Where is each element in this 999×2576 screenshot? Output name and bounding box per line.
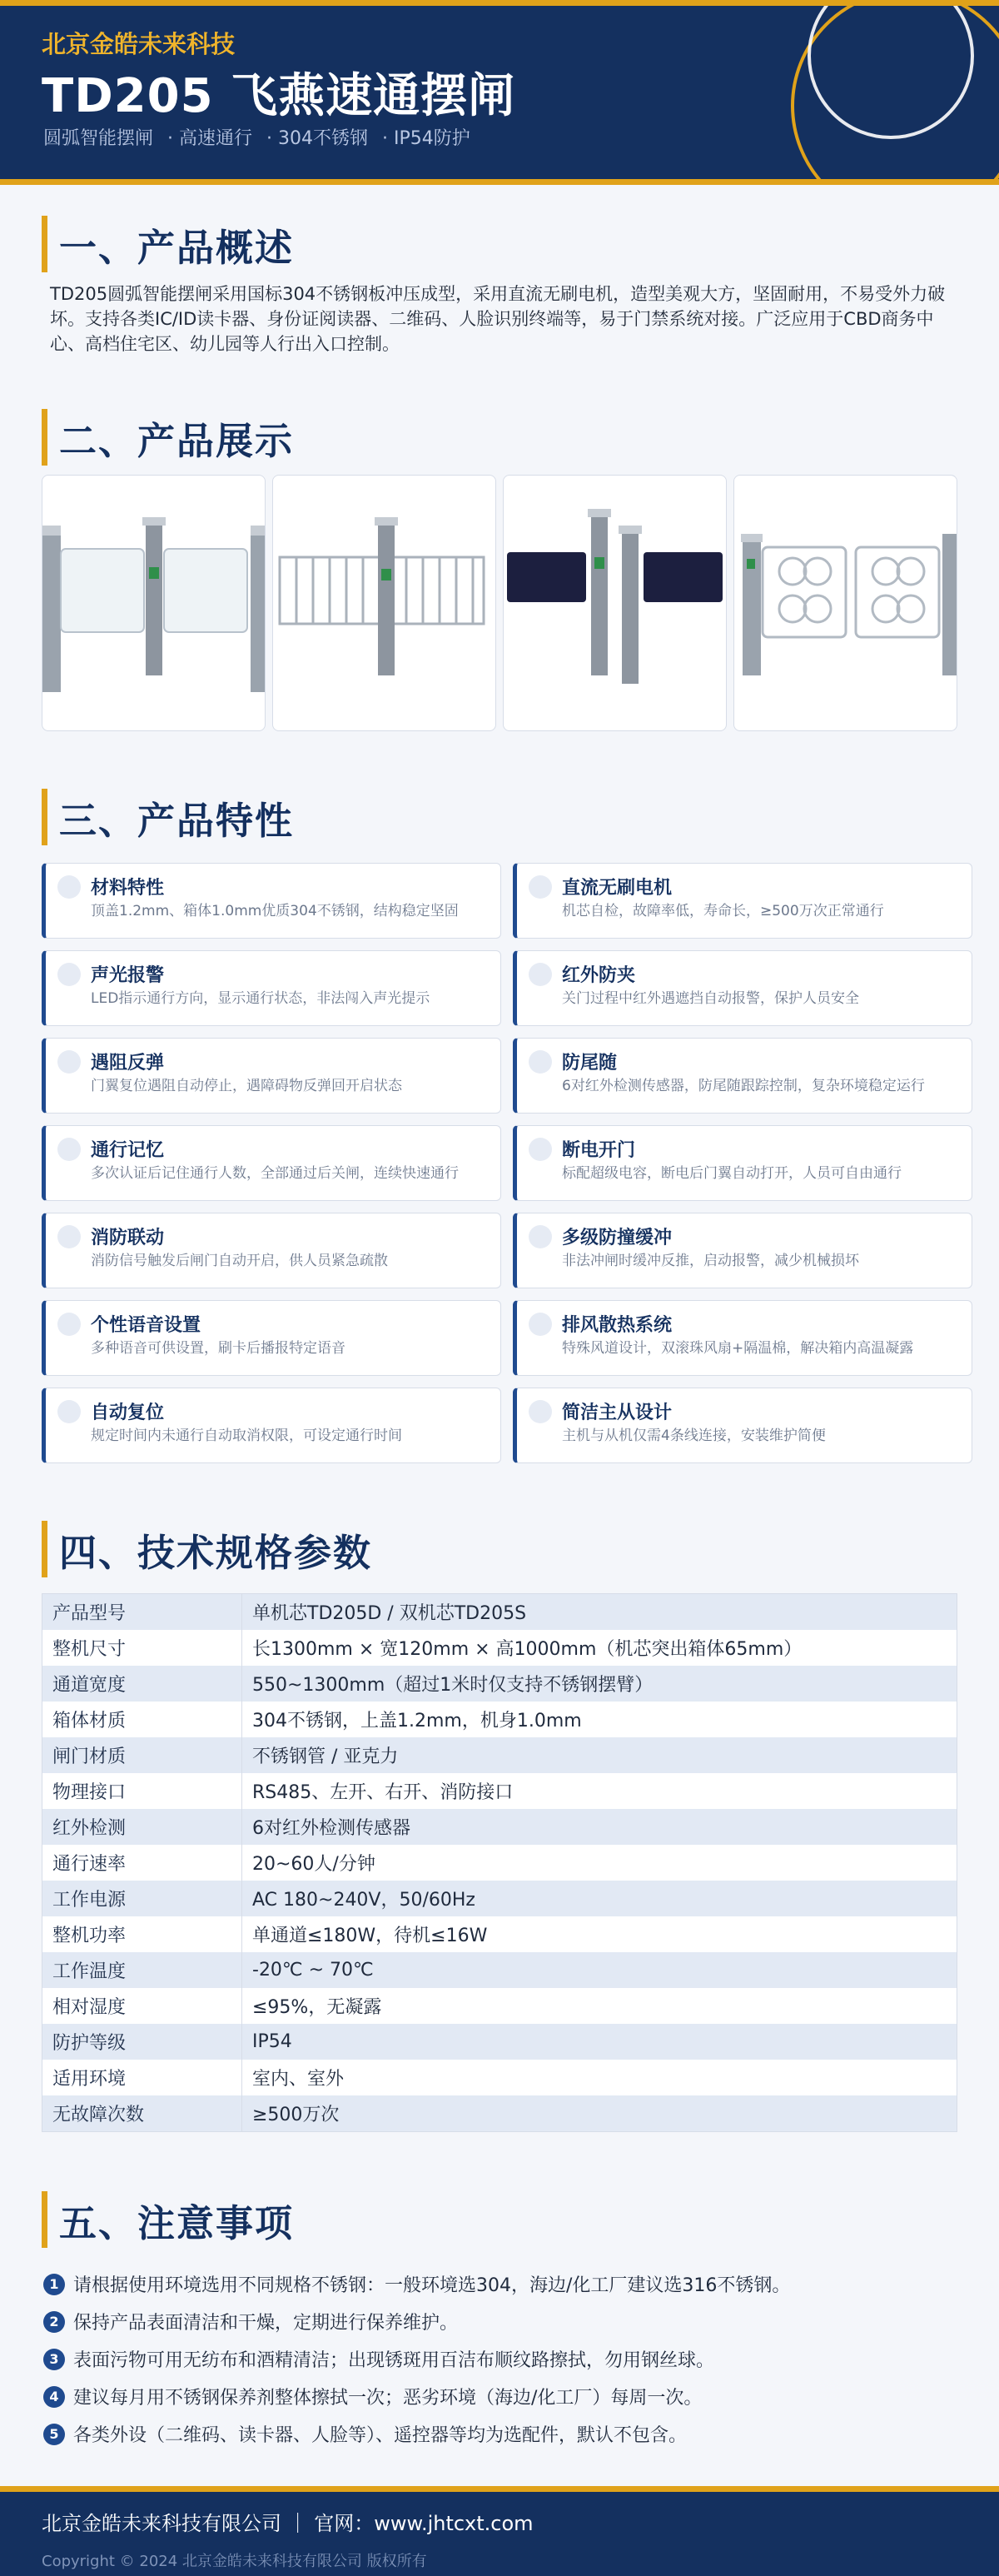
feature-card xyxy=(513,863,972,939)
feature-title: 多级防撞缓冲 xyxy=(562,1228,673,1248)
product-image-circle-pattern[interactable] xyxy=(733,475,957,731)
spec-key: 箱体材质 xyxy=(42,1702,242,1737)
spec-key: 整机功率 xyxy=(42,1916,242,1952)
spec-key: 防护等级 xyxy=(42,2024,242,2060)
footer xyxy=(0,2486,999,2576)
feature-card xyxy=(513,1213,972,1288)
feature-description: 标配超级电容，断电后门翼自动打开，人员可自由通行 xyxy=(562,1165,902,1182)
feature-description: 关门过程中红外遇遮挡自动报警，保护人员安全 xyxy=(562,990,859,1007)
section-heading xyxy=(42,408,957,466)
spec-key: 工作温度 xyxy=(42,1952,242,1988)
feature-card xyxy=(42,950,501,1026)
feature-description: 规定时间内未通行自动取消权限，可设定通行时间 xyxy=(91,1428,402,1444)
header-banner xyxy=(0,0,999,185)
section-title: 三、产品特性 xyxy=(59,798,295,843)
feature-grid xyxy=(42,863,957,1463)
table-row xyxy=(42,1988,957,2024)
feature-card xyxy=(42,1300,501,1376)
feature-description: 消防信号触发后闸门自动开启，供人员紧急疏散 xyxy=(91,1253,388,1269)
notes-list xyxy=(42,2265,957,2453)
list-item xyxy=(43,2378,957,2415)
company-name: 北京金皓未来科技 xyxy=(42,30,236,58)
tag: · 304不锈钢 xyxy=(266,128,368,149)
spec-key: 适用环境 xyxy=(42,2060,242,2095)
note-text: 表面污物可用无纺布和酒精清洁；出现锈斑用百洁布顺纹路擦拭，勿用钢丝球。 xyxy=(73,2350,715,2371)
spec-key: 相对湿度 xyxy=(42,1988,242,2024)
product-image-dark-panels[interactable] xyxy=(503,475,727,731)
spec-value: 6对红外检测传感器 xyxy=(252,1818,410,1839)
tag: · IP54防护 xyxy=(382,128,470,149)
table-row xyxy=(42,1773,957,1809)
feature-title: 直流无刷电机 xyxy=(562,878,673,899)
table-row xyxy=(42,1952,957,1988)
feature-bullet-icon xyxy=(57,963,81,986)
notes-section xyxy=(0,2190,999,2453)
feature-description: 主机与从机仅需4条线连接，安装维护简便 xyxy=(562,1428,826,1444)
table-row xyxy=(42,1702,957,1737)
feature-bullet-icon xyxy=(529,963,552,986)
note-text: 各类外设（二维码、读卡器、人脸等）、遥控器等均为选配件，默认不包含。 xyxy=(73,2425,688,2446)
spec-value: 室内、室外 xyxy=(252,2069,345,2090)
spec-key: 物理接口 xyxy=(42,1773,242,1809)
heading-accent-bar xyxy=(42,2191,47,2248)
feature-description: 顶盖1.2mm、箱体1.0mm优质304不锈钢，结构稳定坚固 xyxy=(91,903,459,919)
spec-value: 单通道≤180W，待机≤16W xyxy=(252,1926,488,1946)
feature-description: 机芯自检，故障率低，寿命长，≥500万次正常通行 xyxy=(562,903,884,919)
spec-value: 20~60人/分钟 xyxy=(252,1854,375,1875)
feature-card xyxy=(42,863,501,939)
feature-title: 排风散热系统 xyxy=(562,1315,673,1336)
spec-value: IP54 xyxy=(252,2031,292,2052)
gallery-section xyxy=(0,408,999,731)
feature-bullet-icon xyxy=(57,1225,81,1248)
table-row xyxy=(42,1845,957,1881)
feature-card xyxy=(42,1213,501,1288)
spec-value: ≤95%，无凝露 xyxy=(252,1997,382,2018)
feature-bullet-icon xyxy=(57,1138,81,1161)
note-text: 保持产品表面清洁和干燥，定期进行保养维护。 xyxy=(73,2313,459,2334)
heading-accent-bar xyxy=(42,216,47,272)
tag: · 高速通行 xyxy=(167,128,253,149)
section-heading xyxy=(42,1520,957,1578)
feature-card xyxy=(42,1038,501,1114)
section-heading xyxy=(42,2190,957,2249)
feature-title: 断电开门 xyxy=(562,1140,636,1161)
feature-description: 多种语音可供设置，刷卡后播报特定语音 xyxy=(91,1340,345,1357)
spec-key: 红外检测 xyxy=(42,1809,242,1845)
features-section xyxy=(0,788,999,1463)
feature-title: 个性语音设置 xyxy=(91,1315,201,1336)
table-row xyxy=(42,1809,957,1845)
spec-value: 304不锈钢，上盖1.2mm，机身1.0mm xyxy=(252,1711,582,1731)
spec-value: 550~1300mm（超过1米时仅支持不锈钢摆臂） xyxy=(252,1675,654,1696)
feature-card xyxy=(513,950,972,1026)
table-row xyxy=(42,1666,957,1702)
spec-key: 通行速率 xyxy=(42,1845,242,1881)
product-image-acrylic[interactable] xyxy=(42,475,266,731)
table-row xyxy=(42,1916,957,1952)
table-row xyxy=(42,2060,957,2095)
product-tags xyxy=(43,124,479,150)
product-image-steel-bars[interactable] xyxy=(272,475,496,731)
feature-card xyxy=(513,1388,972,1463)
footer-copyright: Copyright © 2024 北京金皓未来科技有限公司 版权所有 xyxy=(42,2553,427,2570)
note-number-badge: 2 xyxy=(43,2311,65,2333)
feature-bullet-icon xyxy=(529,1138,552,1161)
note-number-badge: 1 xyxy=(43,2274,65,2295)
feature-card xyxy=(513,1125,972,1201)
note-text: 建议每月用不锈钢保养剂整体擦拭一次；恶劣环境（海边/化工厂）每周一次。 xyxy=(73,2388,703,2409)
section-title: 一、产品概述 xyxy=(59,225,295,270)
section-title: 二、产品展示 xyxy=(59,418,295,463)
feature-card xyxy=(42,1125,501,1201)
table-row xyxy=(42,1881,957,1916)
feature-description: 非法冲闸时缓冲反推，启动报警，减少机械损坏 xyxy=(562,1253,859,1269)
spec-key: 闸门材质 xyxy=(42,1737,242,1773)
spec-key: 整机尺寸 xyxy=(42,1630,242,1666)
tag: 圆弧智能摆闸 xyxy=(43,128,154,149)
table-row xyxy=(42,1630,957,1666)
section-heading xyxy=(42,215,957,273)
feature-bullet-icon xyxy=(529,875,552,899)
feature-card xyxy=(513,1300,972,1376)
feature-title: 材料特性 xyxy=(91,878,165,899)
heading-accent-bar xyxy=(42,789,47,845)
overview-text: TD205圆弧智能摆闸采用国标304不锈钢板冲压成型，采用直流无刷电机，造型美观大方，坚固耐用，不易受外力破坏。支持各类IC/ID读卡器、身份证阅读器、二维码、人脸识别终端等，易于门禁系统对接。广泛应用于CBD商务中心、高档住宅区、幼儿园等人行出入口控制。 xyxy=(50,284,946,354)
specs-section xyxy=(0,1520,999,2132)
spec-value: ≥500万次 xyxy=(252,2105,340,2125)
feature-bullet-icon xyxy=(529,1400,552,1423)
product-title: TD205 飞燕速通摆闸 xyxy=(42,69,516,123)
list-item xyxy=(43,2303,957,2340)
section-heading xyxy=(42,788,957,846)
footer-contact[interactable]: 北京金皓未来科技有限公司 ｜ 官网：www.jhtcxt.com xyxy=(42,2512,534,2535)
feature-bullet-icon xyxy=(529,1050,552,1074)
product-gallery xyxy=(42,475,957,731)
spec-value: 长1300mm × 宽120mm × 高1000mm（机芯突出箱体65mm） xyxy=(252,1639,803,1660)
feature-title: 防尾随 xyxy=(562,1053,618,1074)
feature-title: 消防联动 xyxy=(91,1228,165,1248)
spec-table xyxy=(42,1593,957,2132)
feature-bullet-icon xyxy=(529,1225,552,1248)
feature-title: 通行记忆 xyxy=(91,1140,165,1161)
feature-description: LED指示通行方向，显示通行状态，非法闯入声光提示 xyxy=(91,990,430,1007)
spec-value: 不锈钢管 / 亚克力 xyxy=(252,1746,399,1767)
feature-description: 门翼复位遇阻自动停止，遇障碍物反弹回开启状态 xyxy=(91,1078,402,1094)
table-row xyxy=(42,1737,957,1773)
table-row xyxy=(42,1594,957,1630)
spec-key: 产品型号 xyxy=(42,1594,242,1630)
feature-bullet-icon xyxy=(57,1050,81,1074)
spec-value: RS485、左开、右开、消防接口 xyxy=(252,1782,514,1803)
list-item xyxy=(43,2265,957,2303)
feature-card xyxy=(42,1388,501,1463)
feature-title: 自动复位 xyxy=(91,1403,165,1423)
feature-description: 6对红外检测传感器，防尾随跟踪控制，复杂环境稳定运行 xyxy=(562,1078,925,1094)
section-title: 五、注意事项 xyxy=(59,2200,295,2245)
feature-title: 简洁主从设计 xyxy=(562,1403,673,1423)
feature-description: 多次认证后记住通行人数，全部通过后关闸，连续快速通行 xyxy=(91,1165,459,1182)
feature-title: 红外防夹 xyxy=(562,965,636,986)
note-number-badge: 5 xyxy=(43,2424,65,2445)
feature-bullet-icon xyxy=(529,1313,552,1336)
table-row xyxy=(42,2024,957,2060)
section-title: 四、技术规格参数 xyxy=(59,1530,373,1575)
table-row xyxy=(42,2095,957,2131)
note-number-badge: 3 xyxy=(43,2349,65,2370)
spec-key: 通道宽度 xyxy=(42,1666,242,1702)
spec-value: 单机芯TD205D / 双机芯TD205S xyxy=(252,1603,527,1624)
note-text: 请根据使用环境选用不同规格不锈钢：一般环境选304，海边/化工厂建议选316不锈钢。 xyxy=(73,2275,791,2296)
feature-bullet-icon xyxy=(57,875,81,899)
list-item xyxy=(43,2415,957,2453)
feature-card xyxy=(513,1038,972,1114)
feature-title: 声光报警 xyxy=(91,965,165,986)
spec-value: -20℃ ~ 70℃ xyxy=(252,1960,374,1981)
spec-value: AC 180~240V，50/60Hz xyxy=(252,1890,475,1911)
heading-accent-bar xyxy=(42,1521,47,1577)
feature-title: 遇阻反弹 xyxy=(91,1053,165,1074)
spec-key: 无故障次数 xyxy=(42,2095,242,2131)
overview-section xyxy=(0,215,999,356)
spec-key: 工作电源 xyxy=(42,1881,242,1916)
list-item xyxy=(43,2340,957,2378)
feature-bullet-icon xyxy=(57,1400,81,1423)
feature-description: 特殊风道设计，双滚珠风扇+隔温棉，解决箱内高温凝露 xyxy=(562,1340,914,1357)
heading-accent-bar xyxy=(42,409,47,466)
note-number-badge: 4 xyxy=(43,2386,65,2408)
feature-bullet-icon xyxy=(57,1313,81,1336)
